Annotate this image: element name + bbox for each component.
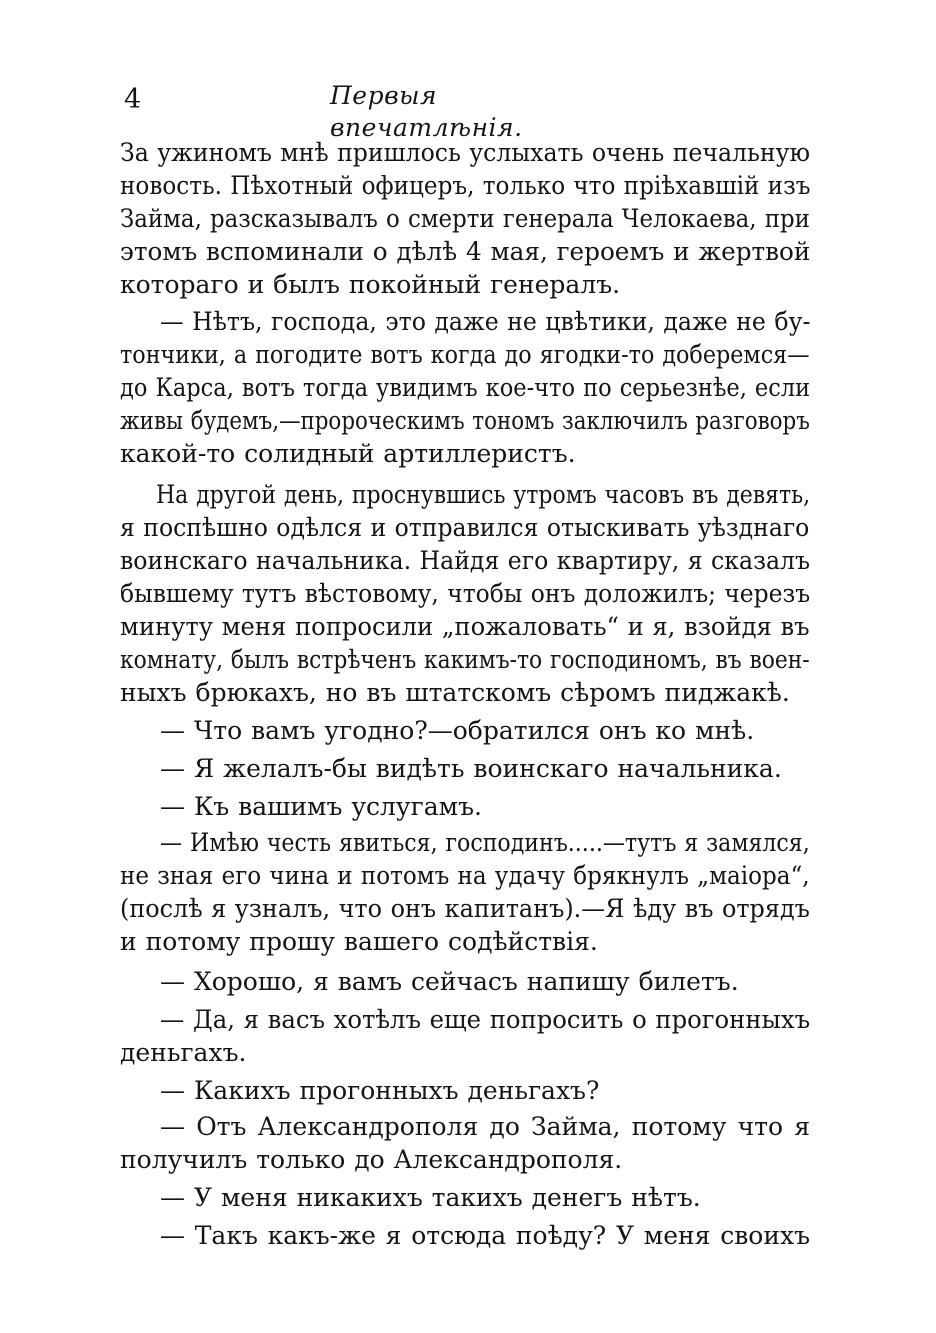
text-line: — Отъ Александрополя до Займа, потому что я bbox=[160, 1112, 810, 1141]
text-line: — Такъ какъ-же я отсюда поѣду? У меня своихъ bbox=[160, 1221, 810, 1250]
text-line: до Карса, вотъ тогда увидимъ кое-что по серьезнѣе, если bbox=[120, 373, 811, 402]
running-title: Первыя впечатлѣнія. bbox=[330, 81, 523, 142]
text-line: — У меня никакихъ такихъ денегъ нѣтъ. bbox=[160, 1183, 701, 1212]
text-line: этомъ вспоминали о дѣлѣ 4 мая, героемъ и жертвой bbox=[120, 237, 811, 266]
text-line: — Имѣю честь явиться, господинъ.....—тутъ я замялся, bbox=[160, 828, 810, 857]
text-line: получилъ только до Александрополя. bbox=[120, 1145, 623, 1174]
text-line: — Я желалъ-бы видѣть воинскаго начальника. bbox=[160, 754, 782, 783]
text-line: воинскаго начальника. Найдя его квартиру, я сказалъ bbox=[120, 546, 811, 575]
text-line: я поспѣшно одѣлся и отправился отыскивать уѣзднаго bbox=[120, 513, 810, 542]
text-line: — Что вамъ угодно?—обратился онъ ко мнѣ. bbox=[160, 716, 755, 745]
text-line: тончики, а погодите вотъ когда до ягодки-то доберемся— bbox=[120, 340, 810, 369]
text-line: — Да, я васъ хотѣлъ еще попросить о прогонныхъ bbox=[160, 1005, 811, 1034]
text-line: котораго и былъ покойный генералъ. bbox=[120, 270, 621, 299]
text-line: деньгахъ. bbox=[120, 1038, 247, 1067]
text-line: минуту меня попросили „пожаловать“ и я, взойдя въ bbox=[120, 612, 810, 641]
text-line: комнату, былъ встрѣченъ какимъ-то господиномъ, въ воен- bbox=[120, 645, 810, 674]
text-line: За ужиномъ мнѣ пришлось услыхать очень печальную bbox=[120, 138, 811, 167]
text-line: живы будемъ,—пророческимъ тономъ заключилъ разговоръ bbox=[120, 406, 810, 435]
text-line: не зная его чина и потомъ на удачу брякнулъ „маіора“, bbox=[120, 861, 810, 890]
text-line: бывшему тутъ вѣстовому, чтобы онъ доложилъ; черезъ bbox=[120, 579, 811, 608]
text-line: На другой день, проснувшись утромъ часовъ въ девять, bbox=[156, 480, 811, 509]
text-line: и потому прошу вашего содѣйствія. bbox=[120, 927, 598, 956]
text-line: — Къ вашимъ услугамъ. bbox=[160, 792, 482, 821]
text-line: Займа, разсказывалъ о смерти генерала Челокаева, при bbox=[120, 204, 810, 233]
page-number: 4 bbox=[124, 84, 142, 115]
text-line: — Хорошо, я вамъ сейчасъ напишу билетъ. bbox=[160, 967, 739, 996]
text-line: — Какихъ прогонныхъ деньгахъ? bbox=[160, 1076, 600, 1105]
text-line: какой-то солидный артиллеристъ. bbox=[120, 439, 576, 468]
text-line: (послѣ я узналъ, что онъ капитанъ).—Я ѣду въ отрядъ bbox=[120, 894, 810, 923]
text-line: ныхъ брюкахъ, но въ штатскомъ сѣромъ пиджакѣ. bbox=[120, 678, 790, 707]
text-line: — Нѣтъ, господа, это даже не цвѣтики, даже не бу- bbox=[160, 307, 811, 336]
text-line: новость. Пѣхотный офицеръ, только что пріѣхавшій изъ bbox=[120, 171, 811, 200]
